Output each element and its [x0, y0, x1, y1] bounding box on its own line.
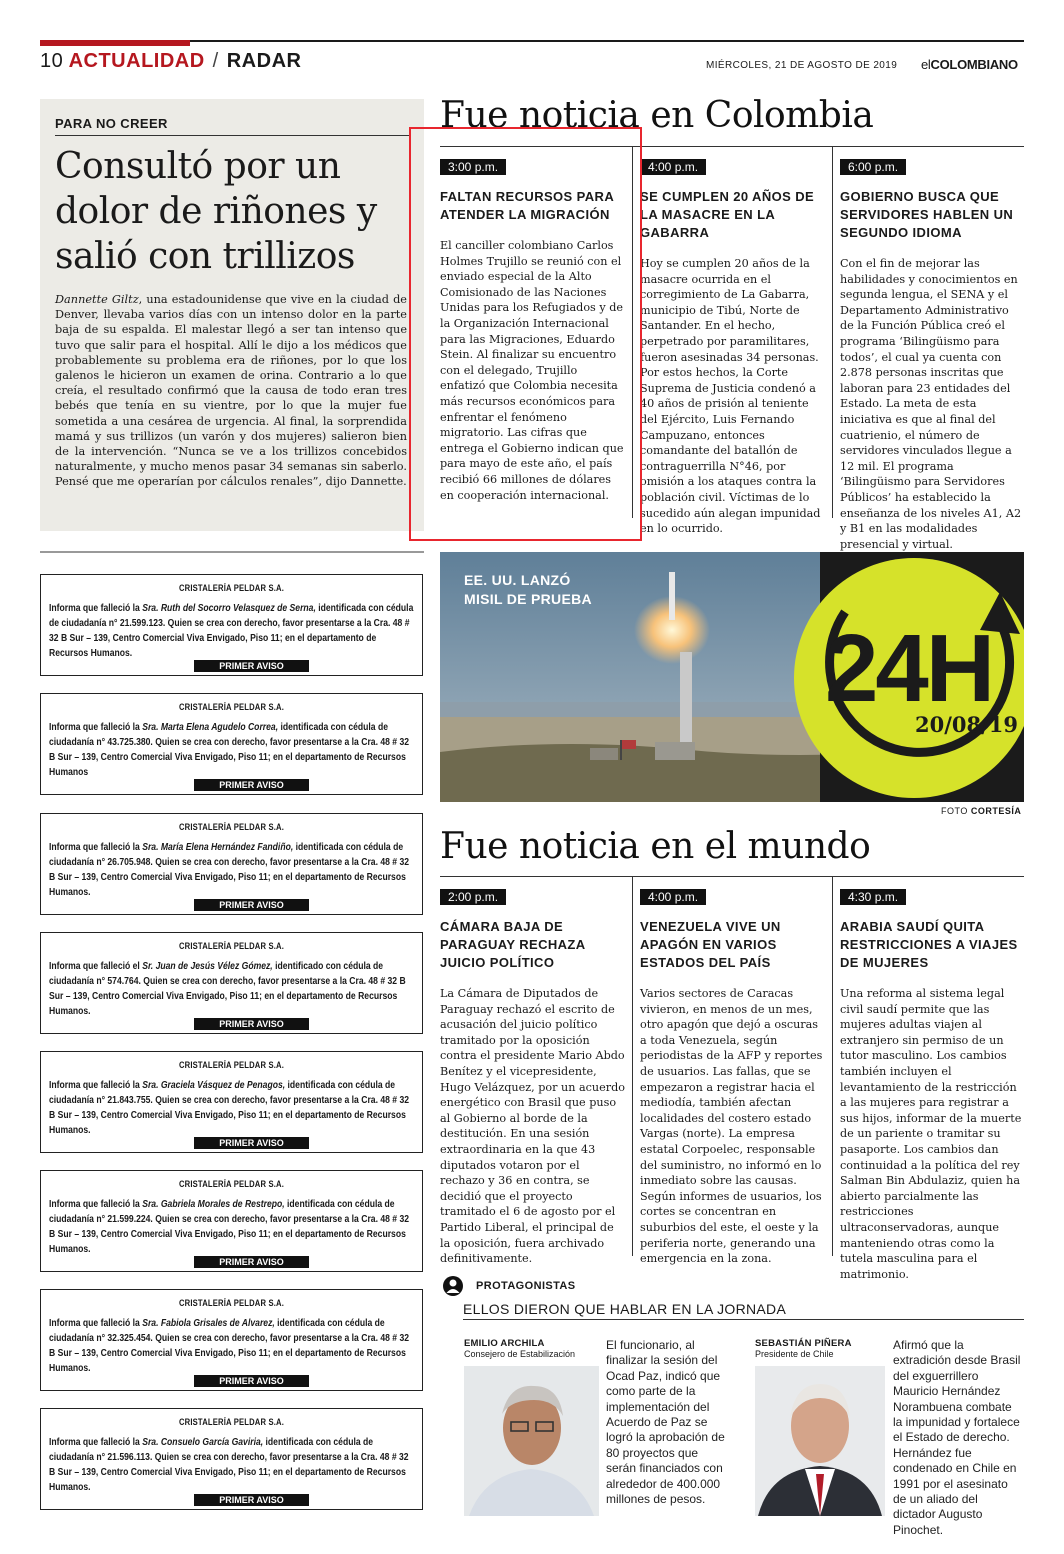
- edition-date: MIÉRCOLES, 21 DE AGOSTO DE 2019: [706, 60, 898, 71]
- obituary-text: Informa que falleció la Sra. Fabiola Grisales de Alvarez, identificada con cédula de ciudadanía n° 32.325.454. Quien se crea con derecho, favor presentarse a la Cra. 48 # 32 B Sur – 139, Centro Comercial Viva Envigado, Piso 11; en el departamento de Recursos Humanos.: [49, 1318, 410, 1374]
- section-name: ACTUALIDAD: [68, 50, 205, 72]
- protagonistas-subtitle: ELLOS DIERON QUE HABLAR EN LA JORNADA: [463, 1301, 787, 1317]
- mundo-section-title: Fue noticia en el mundo: [440, 826, 871, 867]
- obituary-text: Informa que falleció la Sra. Graciela Vásquez de Penagos, identificada con cédula de ciudadanía n° 21.843.755. Quien se crea con derecho, favor presentarse a la Cra. 48 # 32 B Sur – 139, Centro Comercial Viva Envigado, Piso 11; en el departamento de Recursos Humanos.: [49, 1080, 410, 1136]
- obituary-notice-label: PRIMER AVISO: [194, 1018, 309, 1030]
- protagonist-role: Presidente de Chile: [755, 1349, 834, 1359]
- feature-body: Dannette Giltz, una estadounidense que vive en la ciudad de Denver, llevaba varios días con un intenso dolor en la parte baja de su espalda. El malestar llegó a ser tan intenso que tuvo que salir para el hospital. Allí le dijo a los médicos que probablemente su problema era de riñones, por lo que los galenos le hicieron un examen de orina. Contrario a lo que creía, el resultado confirmó que la causa de todo eran tres bebés que tenía en su vientre, por lo que la mujer fue sometida a una cesárea de urgencia. Al final, la sorprendida mamá y sus trillizos (un varón y dos mujeres) salieron bien de la intervención. “Nunca se ve a los trillizos concebidos naturalmente, y mucho menos pasar 34 semanas sin saberlo. Pensé que me operarían por cálculos renales”, dijo Dannette.: [55, 293, 407, 489]
- protagonist-2: [755, 1338, 890, 1359]
- news-body: Una reforma al sistema legal civil saudí permite que las mujeres adultas viajen al extranjero sin permiso de un tutor masculino. Los cambios también incluyen el levantamiento de la restricción a las mujeres para registrar a sus hijos, informar de la muerte de un pariente o tramitar su pasaporte. Los cambios dan continuidad a la política del rey Salman Bin Abdulaziz, quien ha abierto parcialmente las restricciones ultraconservadoras, aunque manteniendo otras como la tutela masculina para el matrimonio.: [840, 987, 1022, 1281]
- obituary-notice-label: PRIMER AVISO: [194, 1375, 309, 1387]
- obituary-company: CRISTALERÍA PELDAR S.A.: [178, 1179, 285, 1189]
- feature-kicker: PARA NO CREER: [55, 116, 168, 131]
- obituary-text: Informa que falleció la Sra. Consuelo García Gaviria, identificada con cédula de ciudadanía n° 21.596.113. Quien se crea con derecho, favor presentarse a la Cra. 48 # 32 B Sur – 139, Centro Comercial Viva Envigado, Piso 11; en el departamento de Recursos Humanos.: [49, 1437, 409, 1493]
- time-badge: 4:00 p.m.: [640, 889, 706, 905]
- protagonist-quote: El funcionario, al finalizar la sesión del Ocad Paz, indicó que como parte de la implementación del Acuerdo de Paz se logró la aprobación de 80 proyectos que serán financiados con alrededor de 400.000 millones de pesos.: [606, 1338, 725, 1507]
- obituary-notice: [40, 1289, 423, 1391]
- person-icon: [443, 1276, 463, 1296]
- protagonist-1: [464, 1338, 599, 1359]
- mundo-item-3: [840, 888, 1026, 1282]
- news-headline: CÁMARA BAJA DE PARAGUAY RECHAZA JUICIO POLÍTICO: [440, 919, 586, 970]
- protagonistas-rule: [463, 1319, 1024, 1320]
- portrait-image: [755, 1366, 885, 1516]
- obituary-text: Informa que falleció el Sr. Juan de Jesús Vélez Gómez, identificado con cédula de ciudadanía n° 574.764. Quien se crea con derecho, favor presentarse a la Cra. 48 # 32 B Sur – 139, Centro Comercial Viva Envigado, Piso 11; en el departamento de Recursos Humanos.: [49, 961, 406, 1017]
- 24h-badge-text: 24H: [825, 615, 993, 722]
- protagonist-role: Consejero de Estabilización: [464, 1349, 576, 1359]
- photo-credit: FOTO CORTESÍA: [941, 806, 1022, 816]
- obituary-text: Informa que falleció la Sra. Ruth del Socorro Velasquez de Serna, identificada con cédula de ciudadanía n° 21.599.123. Quien se crea con derecho, favor presentarse a la Cra. 48 # 32 B Sur – 139, Centro Comercial Viva Envigado, Piso 11; en el departamento de Recursos Humanos.: [49, 603, 414, 659]
- colombia-section-title: Fue noticia en Colombia: [440, 95, 874, 136]
- obituaries-rule: [40, 551, 424, 553]
- column-divider: [832, 146, 833, 518]
- time-badge: 3:00 p.m.: [440, 159, 506, 175]
- obituary-notice: [40, 813, 423, 915]
- obituary-notice: [40, 1051, 423, 1153]
- news-headline: GOBIERNO BUSCA QUE SERVIDORES HABLEN UN SEGUNDO IDIOMA: [840, 189, 1014, 240]
- portrait-image: [464, 1366, 599, 1516]
- subsection-name: RADAR: [226, 50, 302, 72]
- obituary-text: Informa que falleció la Sra. María Elena Hernández Fandiño, identificada con cédula de ciudadanía n° 26.705.948. Quien se crea con derecho, favor presentarse a la Cra. 48 # 32 B Sur – 139, Centro Comercial Viva Envigado, Piso 11; en el departamento de Recursos Humanos.: [49, 842, 410, 898]
- feature-headline: Consultó por un dolor de riñones y salió con trillizos: [55, 146, 377, 277]
- photo-caption: EE. UU. LANZÓ MISIL DE PRUEBA: [464, 572, 592, 607]
- obituary-notice-label: PRIMER AVISO: [194, 1137, 309, 1149]
- protagonist-name: SEBASTIÁN PIÑERA: [755, 1338, 852, 1349]
- protagonistas-title: PROTAGONISTAS: [476, 1280, 576, 1292]
- feature-box: [40, 99, 424, 531]
- news-body: Con el fin de mejorar las habilidades y conocimientos en segunda lengua, el SENA y el Departamento Administrativo de la Función Pública creó el programa ‘Bilingüismo para todos’, el cual ya cuenta con 2.878 personas inscritas que laboran para 23 entidades del Estado. La meta de esta iniciativa es que al final del cuatrienio, el número de servidores vinculados llegue a 12 mil. El programa ‘Bilingüismo para Servidores Públicos’ ha establecido la enseñanza de los niveles A1, A2 y B1 en las modalidades presencial y virtual.: [840, 257, 1022, 551]
- kicker-rule: [55, 135, 410, 136]
- highlight-box: [409, 127, 642, 541]
- obituary-company: CRISTALERÍA PELDAR S.A.: [178, 1417, 285, 1427]
- news-headline: ARABIA SAUDÍ QUITA RESTRICCIONES A VIAJES DE MUJERES: [840, 919, 1018, 970]
- obituary-notice-label: PRIMER AVISO: [194, 1494, 309, 1506]
- obituary-company: CRISTALERÍA PELDAR S.A.: [178, 583, 285, 593]
- obituary-company: CRISTALERÍA PELDAR S.A.: [178, 1298, 285, 1308]
- colombia-item-2: [640, 158, 826, 537]
- mundo-title-rule: [440, 876, 1024, 877]
- top-accent-rule: [40, 40, 190, 46]
- obituary-notice-label: PRIMER AVISO: [194, 660, 309, 672]
- news-headline: FALTAN RECURSOS PARA ATENDER LA MIGRACIÓN: [440, 189, 614, 222]
- brand-logo: elCOLOMBIANO: [921, 57, 1018, 72]
- obituary-notice: [40, 1170, 423, 1272]
- protagonist-photo: [755, 1366, 885, 1516]
- news-body: Hoy se cumplen 20 años de la masacre ocurrida en el corregimiento de La Gabarra, municipio de Tibú, Norte de Santander. En el hecho, perpetrado por paramilitares, fueron asesinadas 34 personas. Por estos hechos, la Corte Suprema de Justicia condenó a 40 años de prisión al teniente del Ejército, Luis Fernando Campuzano, entonces comandante del batallón de contraguerrilla N°46, por omisión a los ataques contra la población civil. Víctimas de lo sucedido aún alegan impunidad en lo ocurrido.: [640, 257, 821, 536]
- time-badge: 2:00 p.m.: [440, 889, 506, 905]
- mundo-item-1: [440, 888, 626, 1267]
- obituary-text: Informa que falleció la Sra. Gabriela Morales de Restrepo, identificada con cédula de ciudadanía n° 21.599.224. Quien se crea con derecho, favor presentarse a la Cra. 48 # 32 B Sur – 139, Centro Comercial Viva Envigado, Piso 11; en el departamento de Recursos Humanos.: [49, 1199, 410, 1255]
- obituary-company: CRISTALERÍA PELDAR S.A.: [178, 1060, 285, 1070]
- obituary-company: CRISTALERÍA PELDAR S.A.: [178, 702, 285, 712]
- obituary-notice: [40, 693, 423, 795]
- obituary-company: CRISTALERÍA PELDAR S.A.: [178, 822, 285, 832]
- news-headline: SE CUMPLEN 20 AÑOS DE LA MASACRE EN LA GABARRA: [640, 189, 815, 240]
- obituary-notice-label: PRIMER AVISO: [194, 899, 309, 911]
- obituary-notice: [40, 1408, 423, 1510]
- mundo-item-2: [640, 888, 826, 1267]
- 24h-badge-date: 20/08/19: [915, 712, 1019, 737]
- obituary-company: CRISTALERÍA PELDAR S.A.: [178, 941, 285, 951]
- news-headline: VENEZUELA VIVE UN APAGÓN EN VARIOS ESTADOS DEL PAÍS: [640, 919, 781, 970]
- column-divider: [632, 876, 633, 1256]
- obituary-notice: [40, 574, 423, 676]
- news-body: El canciller colombiano Carlos Holmes Trujillo se reunió con el enviado especial de la Alto Comisionado de las Naciones Unidas para los Refugiados y de la Organización Internacional para las Migraciones, Eduardo Stein. Al finalizar su encuentro con el delegado, Trujillo enfatizó que Colombia necesita más recursos económicos para enfrentar el fenómeno migratorio. Las cifras que entrega el Gobierno indican que para mayo de este año, el país recibió 66 millones de dólares en cooperación internacional.: [440, 239, 624, 502]
- obituary-notice-label: PRIMER AVISO: [194, 1256, 309, 1268]
- header-separator: /: [212, 50, 219, 72]
- time-badge: 4:30 p.m.: [840, 889, 906, 905]
- protagonist-quote: Afirmó que la extradición desde Brasil del exguerrillero Mauricio Hernández Norambuena combate la impunidad y fortalece el Estado de derecho. Hernández fue condenado en Chile en 1991 por el asesinato de un aliado del dictador Augusto Pinochet.: [893, 1338, 1021, 1537]
- colombia-item-3: [840, 158, 1026, 552]
- obituary-notice-label: PRIMER AVISO: [194, 779, 309, 791]
- page-number: 10: [40, 50, 64, 72]
- protagonist-photo: [464, 1366, 599, 1516]
- obituary-text: Informa que falleció la Sra. Marta Elena Agudelo Correa, identificada con cédula de ciudadanía n° 43.725.380. Quien se crea con derecho, favor presentarse a la Cra. 48 # 32 B Sur – 139, Centro Comercial Viva Envigado, Piso 11; en el departamento de Recursos Humanos: [49, 722, 410, 778]
- obituary-notice: [40, 932, 423, 1034]
- protagonist-name: EMILIO ARCHILA: [464, 1338, 545, 1349]
- news-body: Varios sectores de Caracas vivieron, en menos de un mes, otro apagón que dejó a oscuras a toda Venezuela, según periodistas de la AFP y reportes de usuarios. Las fallas, que se empezaron a registrar hacia el mediodía, también afectan localidades del costero estado Vargas (norte). La empresa estatal Corpoelec, responsable del suministro, no informó en lo inmediato sobre las causas. Según informes de usuarios, los cortes se concentran en suburbios del este, el oeste y la periferia norte, generando una emergencia en la zona.: [640, 987, 823, 1266]
- page-header: [40, 50, 301, 73]
- time-badge: 4:00 p.m.: [640, 159, 706, 175]
- time-badge: 6:00 p.m.: [840, 159, 906, 175]
- column-divider: [832, 876, 833, 1256]
- news-body: La Cámara de Diputados de Paraguay rechazó el escrito de acusación del juicio político tramitado por la oposición contra el presidente Mario Abdo Benítez y el vicepresidente, Hugo Velázquez, por un acuerdo energético con Brasil que puso al Gobierno al borde de la destitución. En una sesión extraordinaria en la que 43 diputados votaron por el rechazo y 36 en contra, se decidió que el proyecto tramitado el 6 de agosto por el Partido Liberal, el principal de la oposición, fuera archivado definitivamente.: [440, 987, 625, 1266]
